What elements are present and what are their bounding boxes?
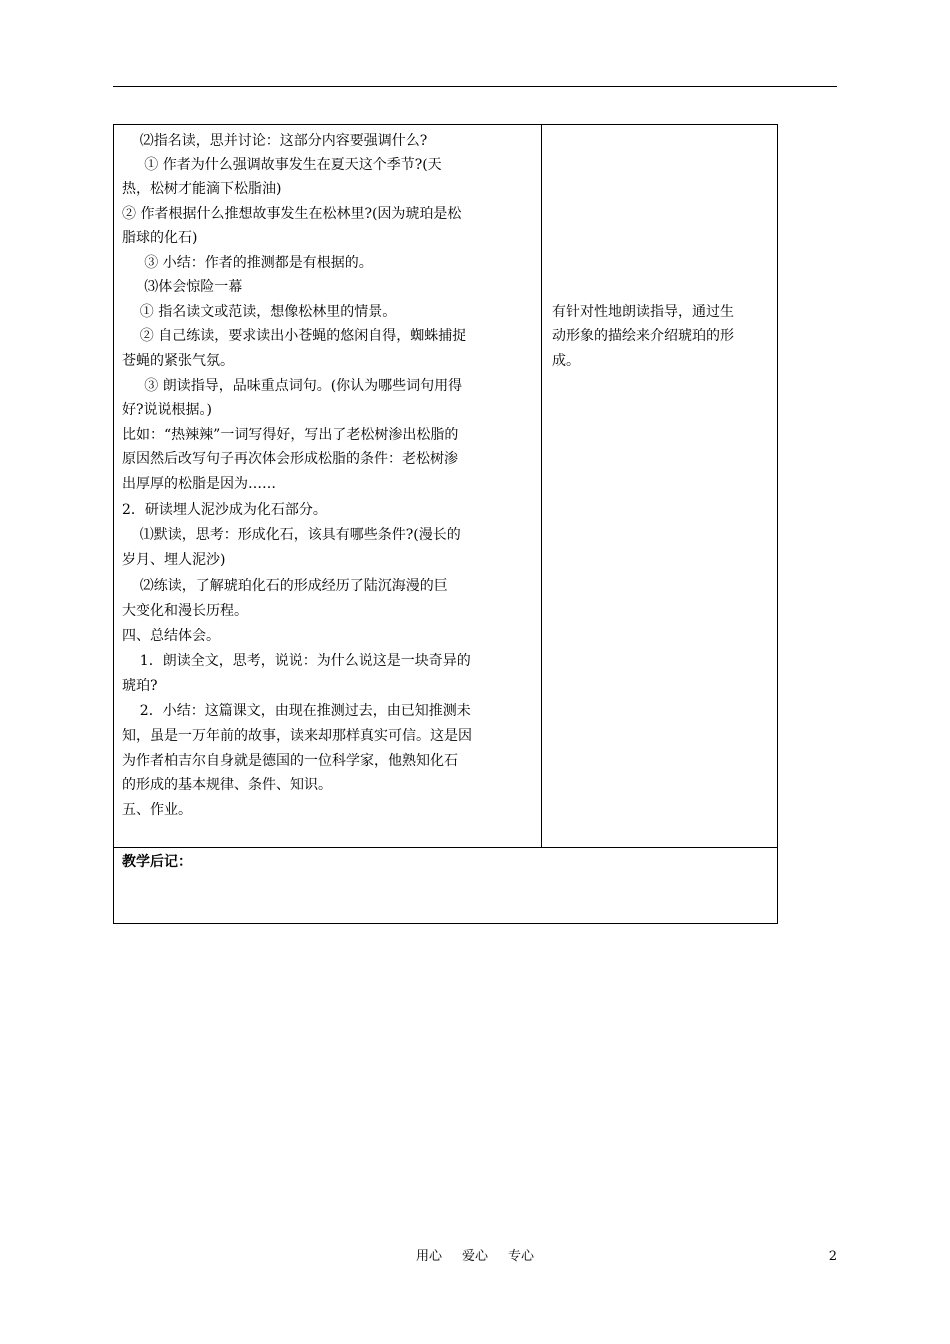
lesson-line: ① 指名读文或范读，想像松林里的情景。 xyxy=(122,304,397,320)
lesson-line: 的形成的基本规律、条件、知识。 xyxy=(122,777,332,793)
lesson-line: 1．朗读全文，思考，说说：为什么说这是一块奇异的 xyxy=(122,653,471,669)
lesson-line: ⑵练读，了解琥珀化石的形成经历了陆沉海漫的巨 xyxy=(122,578,448,594)
footer-motto-word: 用心 xyxy=(415,1249,442,1264)
page-number: 2 xyxy=(828,1249,837,1264)
note-line: 动形象的描绘来介绍琥珀的形 xyxy=(552,328,734,344)
lesson-line: ⑴默读，思考：形成化石，该具有哪些条件?(漫长的 xyxy=(122,527,461,543)
lesson-line: 琥珀? xyxy=(122,678,158,694)
lesson-line: 五、作业。 xyxy=(122,802,192,818)
lesson-line: 热，松树才能滴下松脂油) xyxy=(122,181,282,197)
lesson-line: ⑵指名读，思并讨论：这部分内容要强调什么? xyxy=(122,133,428,149)
lesson-line: 2．小结：这篇课文，由现在推测过去，由已知推测未 xyxy=(122,703,471,719)
lesson-line: ② 自己练读，要求读出小苍蝇的悠闲自得，蜘蛛捕捉 xyxy=(122,328,467,344)
lesson-line: 岁月、埋人泥沙) xyxy=(122,552,226,568)
design-note-cell xyxy=(542,125,777,847)
note-line: 有针对性地朗读指导，通过生 xyxy=(552,304,734,320)
lesson-line: 苍蝇的紧张气氛。 xyxy=(122,353,234,369)
lesson-line: ⑶体会惊险一幕 xyxy=(122,279,243,295)
lesson-plan-table xyxy=(113,124,778,924)
lesson-line: 知，虽是一万年前的故事，读来却那样真实可信。这是因 xyxy=(122,728,472,744)
lesson-line: 为作者柏吉尔自身就是德国的一位科学家，他熟知化石 xyxy=(122,753,458,769)
lesson-line: 好?说说根据。) xyxy=(122,402,212,418)
lesson-line: 原因然后改写句子再次体会形成松脂的条件：老松树渗 xyxy=(122,451,458,467)
lesson-line: ③ 小结：作者的推测都是有根据的。 xyxy=(122,255,373,271)
footer-motto-word: 专心 xyxy=(508,1249,535,1264)
afterword-label: 教学后记： xyxy=(122,854,192,870)
lesson-line: 大变化和漫长历程。 xyxy=(122,603,248,619)
teaching-afterword-cell xyxy=(114,847,777,923)
note-line: 成。 xyxy=(552,353,580,369)
header-rule xyxy=(113,86,837,87)
lesson-line: ② 作者根据什么推想故事发生在松林里?(因为琥珀是松 xyxy=(122,206,462,222)
teaching-process-cell xyxy=(114,125,542,847)
lesson-line: 四、总结体会。 xyxy=(122,628,220,644)
footer-motto xyxy=(0,1248,950,1266)
footer-motto-word: 爱心 xyxy=(461,1249,488,1264)
lesson-line: 脂球的化石) xyxy=(122,230,198,246)
lesson-line: 比如：“热辣辣”一词写得好，写出了老松树渗出松脂的 xyxy=(122,427,459,443)
lesson-line: ① 作者为什么强调故事发生在夏天这个季节?(天 xyxy=(122,157,442,173)
lesson-line: ③ 朗读指导，品味重点词句。(你认为哪些词句用得 xyxy=(122,378,463,394)
lesson-line: 出厚厚的松脂是因为…… xyxy=(122,476,276,492)
lesson-line: 2．研读埋人泥沙成为化石部分。 xyxy=(122,502,327,518)
